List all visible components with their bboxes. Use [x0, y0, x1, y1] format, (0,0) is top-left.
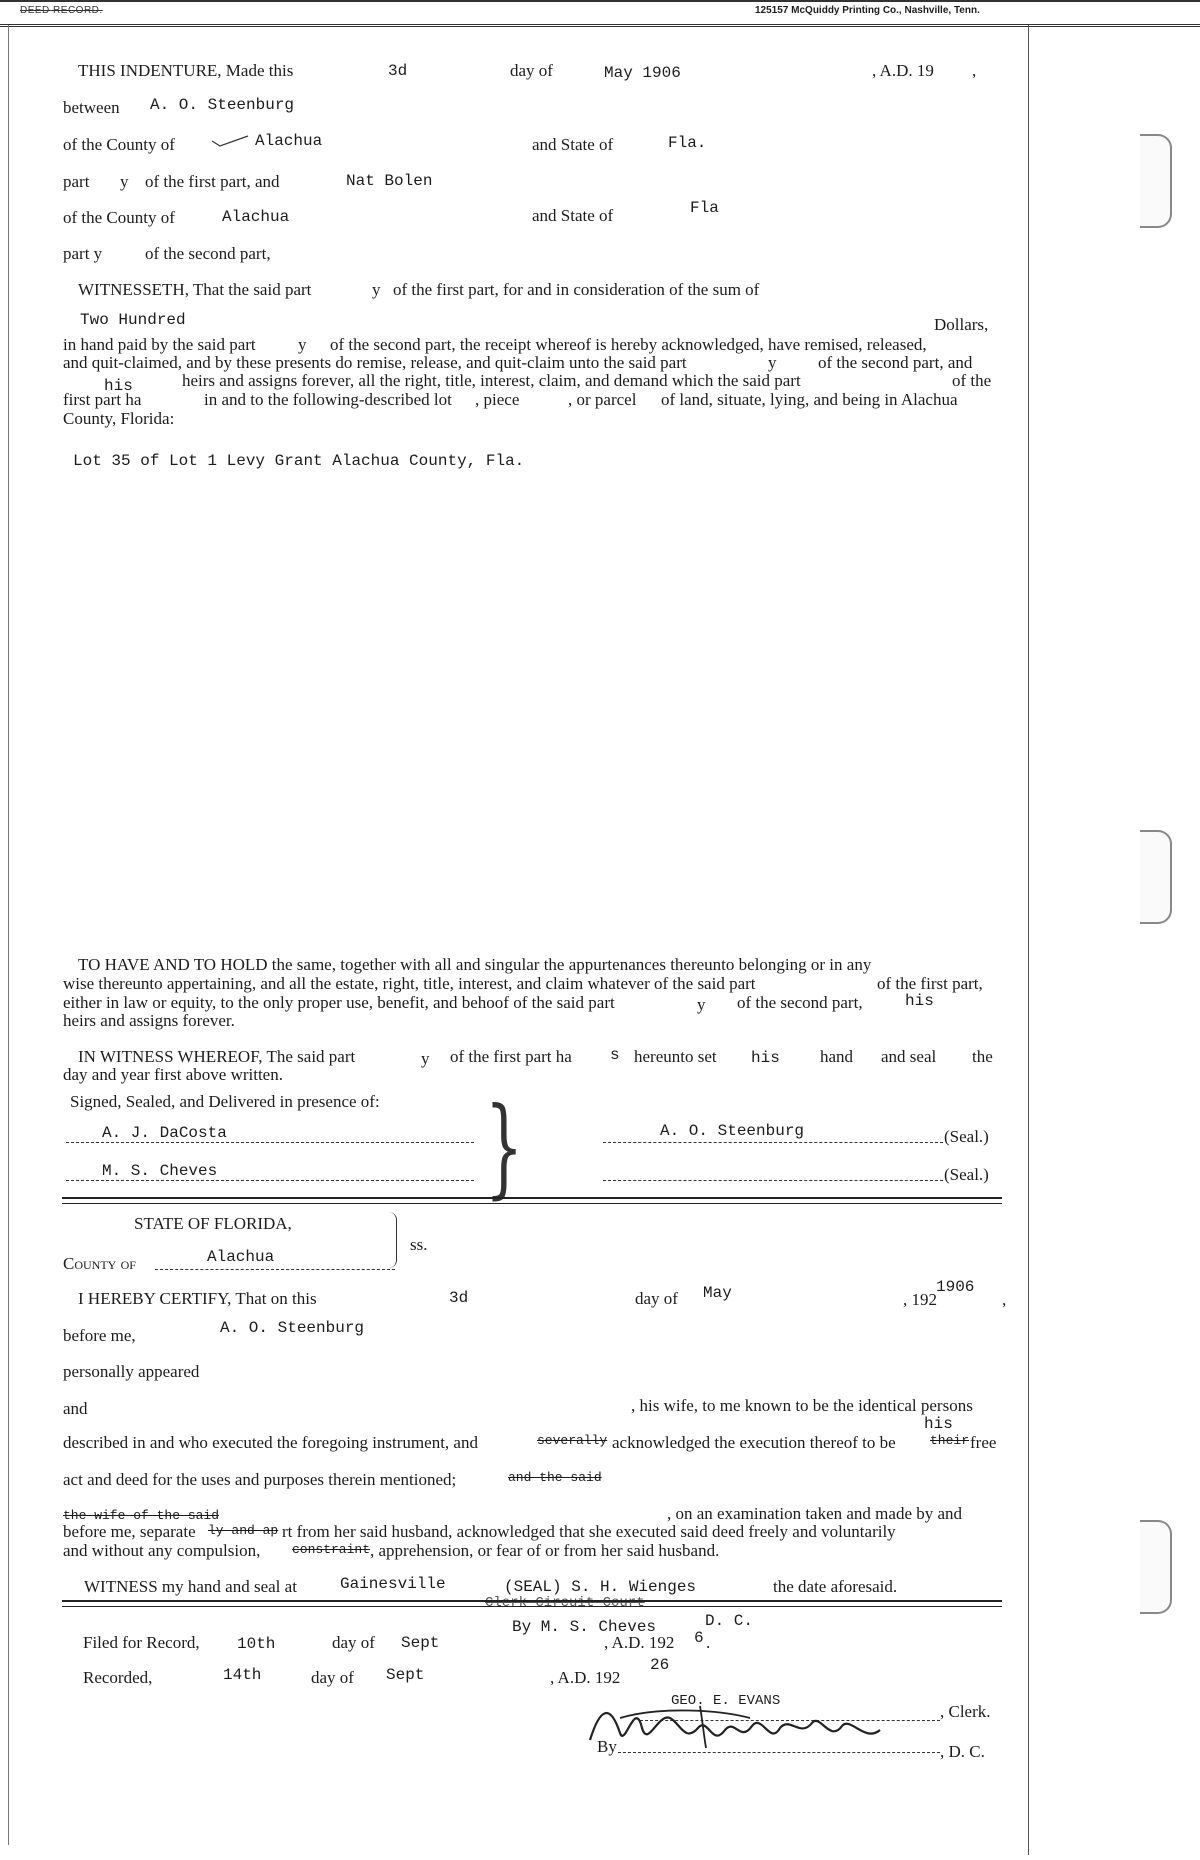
clerk-label: , Clerk. [940, 1702, 991, 1721]
county-of-label-2: of the County of [63, 208, 175, 227]
grant-line-2b: of the second part, and [818, 353, 973, 372]
left-margin-rule [8, 25, 9, 1845]
grantee-state: Fla [690, 199, 719, 217]
right-margin-rule [1028, 25, 1029, 1855]
compulsion-label-b: , apprehension, or fear of or from her said husband. [370, 1541, 720, 1560]
made-this-label: THIS INDENTURE, Made this [78, 61, 294, 80]
and-label: and [63, 1399, 88, 1418]
witness-clause-hand: hand [820, 1047, 854, 1066]
indenture-month-year: May 1906 [604, 64, 681, 82]
struck-and-apart: ly and ap [208, 1523, 279, 1538]
seal-2-label: (Seal.) [944, 1165, 989, 1184]
date-aforesaid-label: the date aforesaid. [773, 1577, 898, 1596]
county-of-label: of the County of [63, 135, 175, 154]
grantor-county: Alachua [255, 132, 323, 150]
witness-clause-the: the [972, 1047, 993, 1066]
second-part-label: of the second part, [145, 244, 271, 263]
ack-pronoun-above: his [924, 1415, 953, 1433]
ack-by-dc: By M. S. Cheves [512, 1618, 657, 1636]
grantor-name: A. O. Steenburg [150, 96, 295, 114]
deputy-clerk-signature [580, 1688, 910, 1758]
grant-line-2: and quit-claimed, and by these presents do remise, release, and quit-claim unto the said part [63, 353, 687, 372]
consideration-amount: Two Hundred [80, 311, 186, 329]
printer-imprint: 125157 McQuiddy Printing Co., Nashville, Tenn. [755, 5, 980, 16]
grant-line-3: heirs and assigns forever, all the right, title, interest, claim, and demand which the said part [182, 371, 801, 390]
ad-comma: , [972, 61, 977, 80]
dc-label: , D. C. [940, 1742, 985, 1761]
described-label-c: free [970, 1433, 997, 1452]
struck-their: their [930, 1433, 970, 1448]
signature-brace: } [485, 1085, 524, 1211]
habendum-line-2b: of the first part, [877, 974, 983, 993]
clerk-name: GEO. E. EVANS [671, 1693, 781, 1709]
party-suffix-line1: y [298, 335, 307, 354]
signer-1-name: A. O. Steenburg [660, 1122, 805, 1140]
grantor-state: Fla. [668, 134, 707, 152]
recorded-ad-label: , A.D. 192 [550, 1668, 621, 1687]
binder-hole-bottom [1140, 1520, 1172, 1614]
witness-party-suffix: y [421, 1049, 430, 1068]
signer-line-1 [603, 1142, 943, 1143]
witnesseth-label: WITNESSETH, That the said part [78, 280, 312, 299]
ack-place: Gainesville [340, 1575, 446, 1593]
grant-line-4c: , piece [475, 390, 520, 409]
hereby-certify-label: I HEREBY CERTIFY, That on this [78, 1289, 317, 1308]
state-of-label-2: and State of [532, 206, 614, 225]
described-label-b: acknowledged the execution thereof to be [612, 1433, 896, 1452]
before-me-separate-a: before me, separate [63, 1522, 196, 1541]
party-suffix-witnesseth: y [372, 280, 381, 299]
recorded-label: Recorded, [83, 1668, 153, 1687]
grant-line-1b: of the second part, the receipt whereof is hereby acknowledged, have remised, released, [330, 335, 927, 354]
grant-line-4a: first part ha [63, 390, 142, 409]
before-me-separate-b: rt from her said husband, acknowledged that she executed said deed freely and voluntarily [282, 1522, 896, 1541]
ack-dc: D. C. [705, 1612, 754, 1630]
ss-brace [388, 1212, 397, 1268]
state-of-florida: STATE OF FLORIDA, [134, 1214, 292, 1233]
recorded-year: 26 [650, 1656, 670, 1674]
grantee-county: Alachua [222, 208, 290, 226]
grant-line-4b: in and to the following-described lot [204, 390, 452, 409]
ack-day-of-label: day of [635, 1289, 678, 1308]
witness-clause-seal: and seal [881, 1047, 937, 1066]
ack-county: Alachua [207, 1248, 275, 1266]
filed-ad-label: , A.D. 192 [604, 1633, 675, 1652]
consideration-label: of the first part, for and in consideration of the sum of [393, 280, 760, 299]
habendum-line-3b: of the second part, [737, 993, 863, 1012]
first-part-and-label: of the first part, and [145, 172, 280, 191]
grant-line-5: County, Florida: [63, 409, 175, 428]
state-of-label: and State of [532, 135, 614, 154]
described-label-a: described in and who executed the foregoing instrument, and [63, 1433, 478, 1452]
witness-1-name: A. J. DaCosta [102, 1124, 227, 1142]
habendum-line-1: TO HAVE AND TO HOLD the same, together with all and singular the appurtenances thereunto belonging or in any [78, 955, 872, 974]
witness-line-2 [66, 1180, 474, 1181]
party-label: part [63, 172, 90, 191]
ack-year-comma: , [1002, 1290, 1007, 1309]
filed-day-of-label: day of [332, 1633, 375, 1652]
binder-hole-top [1140, 134, 1172, 228]
filed-for-record-label: Filed for Record, [83, 1633, 200, 1652]
witness-hand-label: WITNESS my hand and seal at [84, 1577, 297, 1596]
ss-label: ss. [410, 1235, 428, 1254]
filed-year: 6 [694, 1629, 704, 1647]
seal-1-label: (Seal.) [944, 1127, 989, 1146]
recorded-day-of-label: day of [311, 1668, 354, 1687]
witness-has-suffix: s [610, 1046, 620, 1064]
his-wife-label: , his wife, to me known to be the identical persons [631, 1396, 973, 1415]
grant-line-4d: , or parcel [568, 390, 637, 409]
county-of-ack-label: County of [63, 1254, 136, 1273]
between-label: between [63, 98, 120, 117]
grant-line-1: in hand paid by the said part [63, 335, 256, 354]
before-me-label: before me, [63, 1326, 136, 1345]
witness-pronoun: his [751, 1049, 780, 1067]
pronoun-his: his [104, 377, 133, 395]
ack-year-overwrite: 1906 [936, 1278, 975, 1296]
struck-wife-of-said: the wife of the said [63, 1508, 220, 1523]
habendum-line-4: heirs and assigns forever. [63, 1011, 235, 1030]
page-header [0, 0, 1200, 27]
binder-hole-middle [1140, 830, 1172, 924]
act-and-deed-label: act and deed for the uses and purposes therein mentioned; [63, 1470, 457, 1489]
filed-day: 10th [237, 1635, 276, 1653]
ad-label: , A.D. 19 [872, 61, 934, 80]
struck-severally: severally [537, 1433, 608, 1448]
habendum-line-3a: either in law or equity, to the only proper use, benefit, and behoof of the said part [63, 993, 615, 1012]
filed-month: Sept [401, 1634, 440, 1652]
recorded-day: 14th [223, 1666, 262, 1684]
witness-clause-line-2: day and year first above written. [63, 1065, 283, 1084]
property-description: Lot 35 of Lot 1 Levy Grant Alachua County, Fla. [73, 452, 525, 470]
personally-appeared-label: personally appeared [63, 1362, 200, 1381]
habendum-party-suffix: y [697, 995, 706, 1014]
grantee-name: Nat Bolen [346, 172, 433, 190]
struck-constraint: constraint [292, 1542, 371, 1557]
party-second-label: part y [63, 244, 103, 263]
ack-person: A. O. Steenburg [220, 1319, 365, 1337]
check-mark-icon [210, 135, 250, 147]
signer-line-2 [603, 1180, 943, 1181]
dollars-label: Dollars, [934, 315, 989, 334]
filed-period: . [706, 1633, 711, 1652]
clerk-circuit-court: Clerk Circuit Court [485, 1595, 645, 1611]
section-divider-2 [62, 1600, 1002, 1607]
ack-month: May [703, 1284, 732, 1302]
habendum-line-2a: wise thereunto appertaining, and all the estate, right, title, interest, and claim whatever of the said part [63, 974, 756, 993]
party-suffix-first: y [120, 172, 129, 191]
compulsion-label-a: and without any compulsion, [63, 1541, 261, 1560]
signed-sealed-label: Signed, Sealed, and Delivered in presence of: [70, 1092, 380, 1111]
county-line [155, 1269, 395, 1270]
habendum-pronoun: his [905, 992, 934, 1010]
witness-clause-1: IN WITNESS WHEREOF, The said part [78, 1047, 356, 1066]
grant-line-4e: of land, situate, lying, and being in Alachua [661, 390, 958, 409]
grant-line-3b: of the [952, 371, 992, 390]
witness-clause-3: hereunto set [634, 1047, 717, 1066]
examination-label: , on an examination taken and made by and [667, 1504, 963, 1523]
deed-record-label: DEED RECORD. [20, 5, 103, 16]
party-suffix-line2: y [768, 353, 777, 372]
recorded-month: Sept [386, 1666, 425, 1684]
witness-clause-2: of the first part ha [450, 1047, 572, 1066]
ack-day: 3d [449, 1289, 469, 1307]
day-of-label: day of [510, 61, 553, 80]
witness-line-1 [66, 1142, 474, 1143]
struck-and-the-said: and the said [508, 1470, 602, 1485]
ack-year-prefix: , 192 [903, 1290, 937, 1309]
indenture-day: 3d [388, 62, 408, 80]
ack-seal-signature: (SEAL) S. H. Wienges [504, 1578, 697, 1596]
section-divider-1 [62, 1197, 1002, 1204]
by-label: By [597, 1737, 617, 1756]
witness-2-name: M. S. Cheves [102, 1162, 218, 1180]
